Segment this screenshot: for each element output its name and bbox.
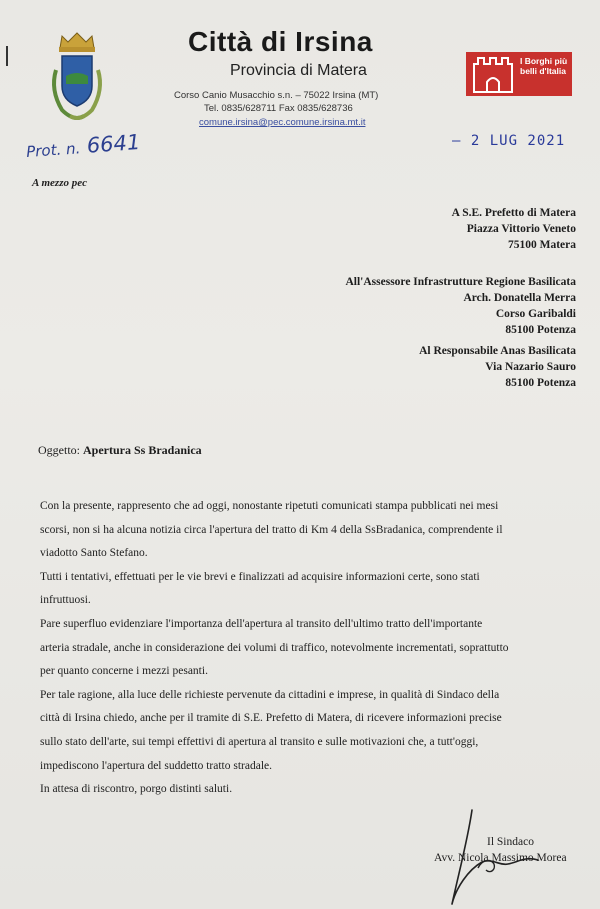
protocol-handwritten [25, 130, 141, 162]
body-line: scorsi, non si ha alcuna notizia circa l'apertura del tratto di Km 4 della SsBradanica, comprendente il [40, 523, 503, 536]
recipient-line: All'Assessore Infrastrutture Regione Basilicata [345, 276, 576, 288]
body-line: impediscono l'apertura del suddetto tratto stradale. [40, 759, 272, 772]
letter-body [40, 495, 580, 802]
body-line: infruttuosi. [40, 594, 91, 607]
coat-of-arms-icon [44, 30, 110, 126]
crown-icon [59, 33, 95, 52]
edge-mark [6, 46, 8, 66]
recipient-block-assessore [345, 274, 576, 338]
recipient-block-anas [419, 343, 576, 391]
body-line: viadotto Santo Stefano. [40, 547, 148, 560]
subject-value: Apertura Ss Bradanica [83, 443, 202, 457]
protocol-number: 6641 [86, 130, 142, 158]
body-line: arteria stradale, anche in considerazione dei volumi di traffico, notevolmente incrementati, soprattutto [40, 641, 509, 654]
city-title: Città di Irsina [188, 26, 373, 57]
body-line: sullo stato dell'arte, sui tempi effettivi di apertura al transito e sulle motivazioni che, a tutt'oggi, [40, 735, 479, 748]
recipient-line: 85100 Potenza [505, 377, 576, 389]
subject-line [38, 443, 202, 458]
subject-label: Oggetto: [38, 443, 80, 457]
recipient-line: Arch. Donatella Merra [463, 292, 576, 304]
recipient-block-prefetto [452, 205, 576, 253]
recipient-line: Piazza Vittorio Veneto [466, 223, 576, 235]
handwritten-signature-icon [438, 808, 558, 909]
signatory-name: Avv. Nicola Massimo Morea [434, 852, 567, 864]
body-line: città di Irsina chiedo, anche per il tramite di S.E. Prefetto di Matera, di ricevere informazioni precise [40, 712, 502, 725]
protocol-label: Prot. n. [25, 139, 81, 161]
recipient-line: Al Responsabile Anas Basilicata [419, 345, 576, 357]
tower-logo-icon [470, 54, 518, 94]
body-line: Pare superfluo evidenziare l'importanza dell'apertura al transito dell'ultimo tratto dell'importante [40, 617, 483, 630]
delivery-method: A mezzo pec [32, 177, 87, 189]
body-line: Con la presente, rappresento che ad oggi, nonostante ripetuti comunicati stampa pubblicati nei mesi [40, 500, 499, 512]
date-stamp: – 2 LUG 2021 [452, 133, 566, 149]
province-subtitle: Provincia di Matera [230, 62, 367, 79]
borghi-text: I Borghi più belli d'Italia [520, 56, 568, 76]
body-line: Tutti i tentativi, effettuati per le vie brevi e finalizzati ad acquisire informazioni certe, sono stati [40, 570, 480, 583]
recipient-line: 85100 Potenza [505, 324, 576, 336]
body-line: Per tale ragione, alla luce delle richieste pervenute da cittadini e imprese, in qualità di Sindaco della [40, 688, 500, 701]
body-line: In attesa di riscontro, porgo distinti saluti. [40, 783, 233, 796]
borghi-badge [466, 52, 572, 96]
recipient-line: 75100 Matera [507, 239, 576, 251]
recipient-line: Corso Garibaldi [495, 308, 576, 320]
recipient-line: A S.E. Prefetto di Matera [451, 207, 576, 219]
phone-line: Tel. 0835/628711 Fax 0835/628736 [204, 103, 353, 114]
email-link[interactable]: comune.irsina@pec.comune.irsina.mt.it [199, 117, 366, 128]
body-line: per quanto concerne i mezzi pesanti. [40, 665, 208, 678]
address-line: Corso Canio Musacchio s.n. – 75022 Irsina (MT) [174, 90, 379, 101]
recipient-line: Via Nazario Sauro [485, 361, 576, 373]
signatory-title: Il Sindaco [487, 836, 534, 848]
